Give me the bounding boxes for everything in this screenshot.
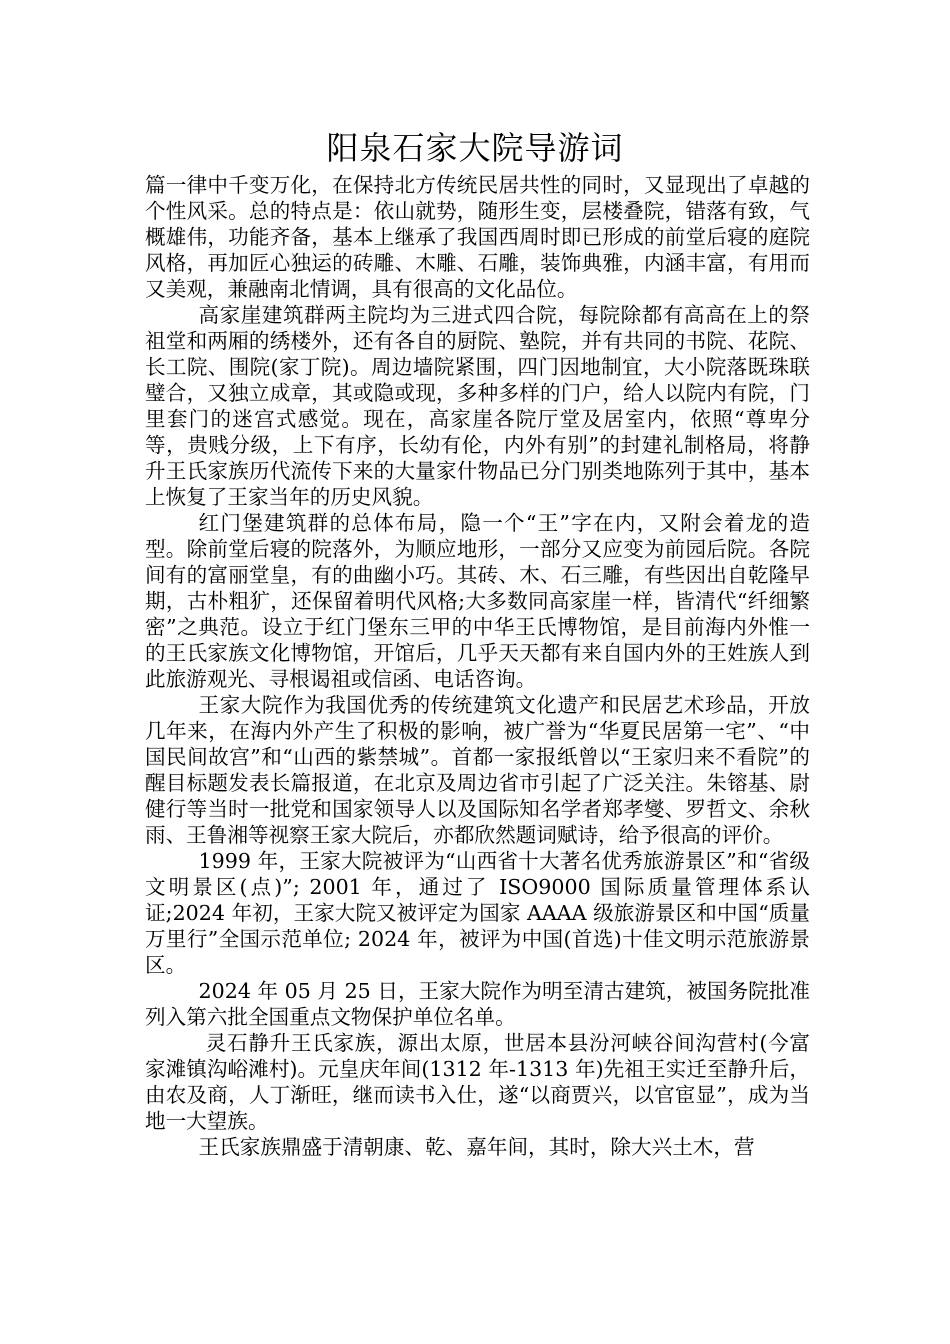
paragraph: 1999 年，王家大院被评为“山西省十大著名优秀旅游景区”和“省级文明景区(点)”; 2001 年，通过了 ISO9000 国际质量管理体系认证;2024 年初，王家大院又被评定为国家 AAAA 级旅游景区和中国“质量万里行”全国示范单位; 2024 年，被评为中国(首选)十佳文明示范旅游景区。 (145, 849, 810, 977)
document-title: 阳泉石家大院导游词 (326, 129, 624, 167)
paragraph: 高家崖建筑群两主院均为三进式四合院，每院除都有高高在上的祭祖堂和两厢的绣楼外，还有各自的厨院、塾院，并有共同的书院、花院、长工院、围院(家丁院)。周边墙院紧围，四门因地制宜，大小院落既珠联璧合，又独立成章，其或隐或现，多种多样的门户，给人以院内有院，门里套门的迷宫式感觉。现在，高家崖各院厅堂及居室内，依照“尊卑分等，贵贱分级，上下有序，长幼有伦，内外有别”的封建礼制格局，将静升王氏家族历代流传下来的大量家什物品已分门别类地陈列于其中，基本上恢复了王家当年的历史风貌。 (145, 303, 810, 509)
paragraph: 2024 年 05 月 25 日，王家大院作为明至清古建筑，被国务院批准列入第六批全国重点文物保护单位名单。 (145, 979, 810, 1029)
paragraph: 王家大院作为我国优秀的传统建筑文化遗产和民居艺术珍品，开放几年来，在海内外产生了积极的影响，被广誉为“华夏民居第一宅”、“中国民间故宫”和“山西的紫禁城”。首都一家报纸曾以“王家归来不看院”的醒目标题发表长篇报道，在北京及周边省市引起了广泛关注。朱镕基、尉健行等当时一批党和国家领导人以及国际知名学者郑孝燮、罗哲文、余秋雨、王鲁湘等视察王家大院后，亦都欣然题词赋诗，给予很高的评价。 (145, 693, 810, 847)
paragraph: 红门堡建筑群的总体布局，隐一个“王”字在内，又附会着龙的造型。除前堂后寝的院落外，为顺应地形，一部分又应变为前园后院。各院间有的富丽堂皇，有的曲幽小巧。其砖、木、石三雕，有些因出自乾隆早期，古朴粗犷，还保留着明代风格;大多数同高家崖一样，皆清代“纤细繁密”之典范。设立于红门堡东三甲的中华王氏博物馆，是目前海内外惟一的王氏家族文化博物馆，开馆后，几乎天天都有来自国内外的王姓族人到此旅游观光、寻根谒祖或信函、电话咨询。 (145, 511, 810, 691)
document-body (145, 172, 810, 1160)
paragraph: 篇一律中千变万化，在保持北方传统民居共性的同时，又显现出了卓越的个性风采。总的特点是：依山就势，随形生变，层楼叠院，错落有致，气概雄伟，功能齐备，基本上继承了我国西周时即已形成的前堂后寝的庭院风格，再加匠心独运的砖雕、木雕、石雕，装饰典雅，内涵丰富，有用而又美观，兼融南北情调，具有很高的文化品位。 (145, 173, 810, 301)
paragraph: 王氏家族鼎盛于清朝康、乾、嘉年间，其时，除大兴土木，营 (198, 1135, 755, 1159)
paragraph: 灵石静升王氏家族，源出太原，世居本县汾河峡谷间沟营村(今富家滩镇沟峪滩村)。元皇庆年间(1312 年-1313 年)先祖王实迁至静升后，由农及商，人丁渐旺，继而读书入仕，遂“以商贾兴，以官宦显”，成为当地一大望族。 (145, 1031, 810, 1133)
